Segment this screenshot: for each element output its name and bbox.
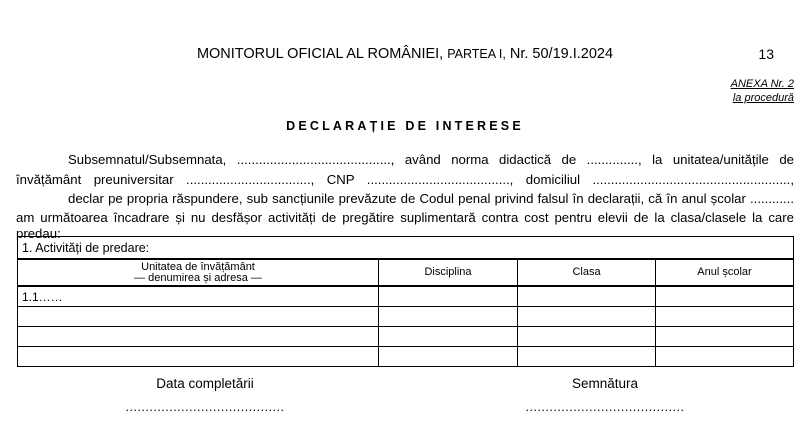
document-title: DECLARAȚIE DE INTERESE	[286, 119, 524, 133]
table-row	[18, 327, 794, 347]
paragraph-line-3: declar pe propria răspundere, sub sancțiunile prevăzute de Codul penal privind falsul în declarații, că în anul școlar ............	[68, 191, 794, 206]
table-row	[18, 307, 794, 327]
column-header-subject: Disciplina	[379, 259, 518, 286]
table-cell[interactable]	[656, 327, 794, 347]
column-header-school-line1: Unitatea de învățământ	[141, 260, 255, 273]
journal-part: PARTEA I,	[447, 47, 506, 61]
table-cell[interactable]	[656, 286, 794, 307]
issue-number: Nr. 50/19.I.2024	[509, 46, 614, 62]
table-cell[interactable]	[18, 347, 379, 367]
column-header-class: Clasa	[518, 259, 656, 286]
activities-table	[17, 236, 794, 367]
paragraph-line-4: am următoarea încadrare și nu desfășor activități de pregătire suplimentară contra cost pentru elevii de la clasa/clasele la care predau:	[16, 210, 794, 241]
table-cell[interactable]	[379, 307, 518, 327]
table-cell[interactable]	[518, 307, 656, 327]
date-field[interactable]: ........................................	[125, 400, 285, 414]
paragraph-line-2: învățământ preuniversitar .................................., CNP ......................................., domiciliul ......................................................,	[16, 172, 794, 187]
date-label: Data completării	[156, 376, 254, 391]
paragraph-line-1: Subsemnatul/Subsemnata, .........................................., având norma didactică de .............., la unitatea/unitățile de	[68, 152, 794, 167]
journal-name: MONITORUL OFICIAL AL ROMÂNIEI,	[196, 46, 444, 62]
table-cell[interactable]	[379, 327, 518, 347]
row-label[interactable]: 1.1……	[18, 286, 379, 307]
table-cell[interactable]	[379, 286, 518, 307]
table-cell[interactable]	[656, 347, 794, 367]
table-cell[interactable]	[518, 347, 656, 367]
table-cell[interactable]	[518, 327, 656, 347]
column-header-school-line2: — denumirea și adresa —	[134, 271, 262, 284]
table-row	[18, 347, 794, 367]
column-header-school	[18, 259, 379, 286]
column-header-school-year: Anul școlar	[656, 259, 794, 286]
page-header	[0, 46, 810, 62]
table-cell[interactable]	[18, 327, 379, 347]
table-cell[interactable]	[379, 347, 518, 367]
annex-reference	[731, 77, 794, 105]
page-number: 13	[758, 46, 774, 62]
section-heading: 1. Activități de predare:	[18, 237, 794, 260]
table-cell[interactable]	[656, 307, 794, 327]
annex-procedure: la procedură	[732, 92, 794, 104]
table-row	[18, 286, 794, 307]
annex-number: ANEXA Nr. 2	[730, 78, 794, 90]
table-cell[interactable]	[518, 286, 656, 307]
signature-field[interactable]: ........................................	[525, 400, 685, 414]
table-cell[interactable]	[18, 307, 379, 327]
signature-label: Semnătura	[571, 376, 639, 391]
